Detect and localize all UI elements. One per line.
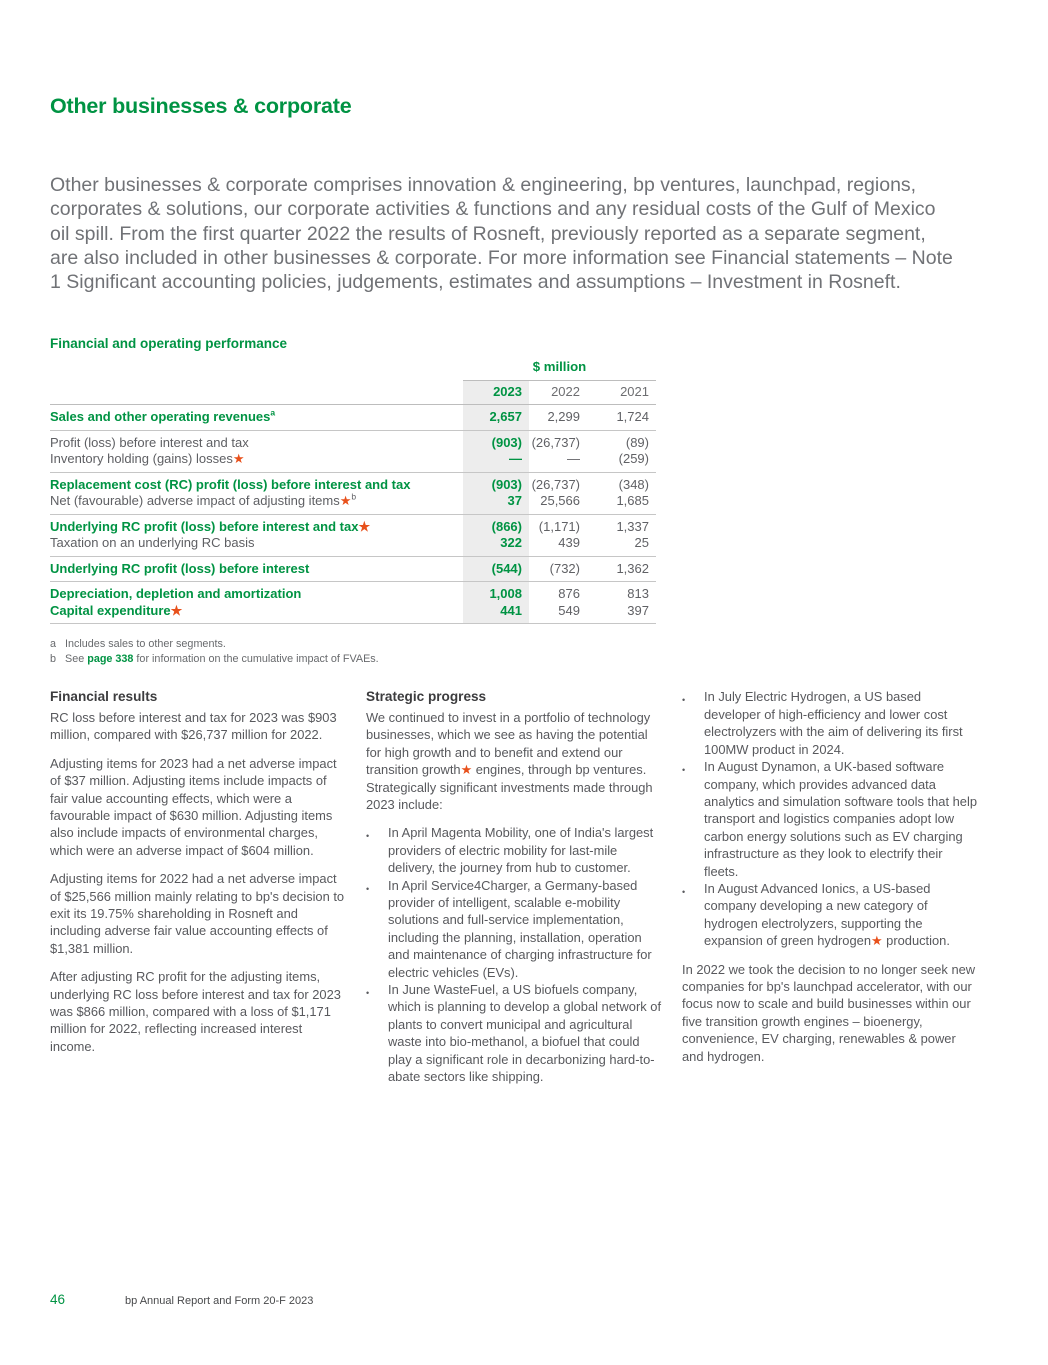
year-header-spacer	[50, 380, 463, 405]
table-row	[50, 514, 656, 535]
row-label: Replacement cost (RC) profit (loss) before interest and tax	[50, 476, 411, 492]
table-row	[50, 493, 656, 514]
cell-y2021: (348)	[618, 476, 649, 492]
cell-y2022: (1,171)	[538, 518, 580, 534]
star-icon: ★	[170, 602, 183, 618]
paragraph: Adjusting items for 2022 had a net adverse impact of $25,566 million mainly relating to bp's decision to exit its 19.75% shareholding in Rosneft and including adverse fair value accounting effects of $1,381 million.	[50, 871, 345, 956]
footnote-b	[50, 652, 980, 667]
unit-header-spacer	[50, 359, 463, 380]
list-item-text: In July Electric Hydrogen, a US based developer of high-efficiency and lower cost electrolyzers with the aim of delivering its first 100MW product in 2024.	[704, 689, 963, 757]
page-title: Other businesses & corporate	[50, 94, 352, 118]
bullet-icon: •	[682, 886, 686, 897]
table-row	[50, 556, 656, 582]
footnote-ref: b	[351, 492, 357, 503]
cell-y2023: —	[463, 451, 529, 472]
page-number: 46	[50, 1292, 66, 1307]
year-2023: 2023	[463, 380, 529, 405]
strategic-list-col2	[366, 824, 662, 1085]
cell-y2022: (732)	[529, 556, 587, 582]
three-column-section	[50, 688, 980, 1085]
table-row	[50, 451, 656, 472]
cell-y2022: 876	[558, 586, 580, 602]
footnote-text	[65, 652, 379, 667]
star-icon: ★	[871, 933, 883, 949]
footnote-ref: a	[270, 408, 276, 419]
bullet-icon: •	[682, 695, 686, 706]
row-label: Sales and other operating revenues$^a$	[50, 405, 463, 431]
cell-y2021: 25	[587, 535, 656, 556]
list-item	[366, 981, 662, 1085]
star-icon: ★	[358, 518, 371, 534]
year-2021: 2021	[587, 380, 656, 405]
strategic-list-col3	[682, 688, 978, 949]
row-label: Net (favourable) adverse impact of adjusting items★$^b$	[50, 493, 463, 514]
cell-y2022: (26,737)	[531, 434, 580, 450]
list-item-text: In April Magenta Mobility, one of India's largest providers of electric mobility for last-mile delivery, the journey from hub to customer.	[388, 825, 654, 876]
strategic-progress-intro: We continued to invest in a portfolio of technology businesses, which we see as having the potential for high growth and to benefit and extend our transition growth★ engines, through bp ventures. Strategically significant investments made through 2023 include:	[366, 709, 653, 812]
footer-report-title: bp Annual Report and Form 20-F 2023	[125, 1295, 314, 1307]
strategic-progress-column	[366, 688, 662, 1085]
bullet-icon: •	[682, 765, 686, 776]
list-item-text: In August Advanced Ionics, a US-based company developing a new category of hydrogen electrolyzers, supporting the expansion of green hydrogen★ production.	[704, 880, 950, 949]
footnote-marker: a	[50, 638, 57, 651]
paragraph: Adjusting items for 2023 had a net adverse impact of $37 million. Adjusting items include impacts of fair value accounting effects, which were a favourable impact of $630 million. Adjusting items also include impacts of environmental charges, which were an adverse impact of $604 million.	[50, 755, 337, 858]
list-item	[366, 877, 662, 981]
cell-y2022: 439	[529, 535, 587, 556]
row-label: Underlying RC profit (loss) before interest	[50, 556, 463, 582]
list-item-text: In June WasteFuel, a US biofuels company, which is planning to develop a global network of plants to convert municipal and agricultural waste into bio-methanol, a biofuel that could play a significant role in decarbonizing hard-to-abate sectors like shipping.	[388, 981, 662, 1085]
row-label: Inventory holding (gains) losses★	[50, 451, 463, 472]
list-item-text: In August Dynamon, a UK-based software company, which provides advanced data analytics and simulation software tools that help transport and logistics companies adopt low carbon energy solutions such as EV charging infrastructure as they look to electrify their fleets.	[704, 759, 978, 879]
cell-y2023: (903)	[463, 430, 529, 451]
footnote-marker: b	[50, 652, 57, 665]
unit-header-row	[50, 359, 656, 380]
row-label: Depreciation, depletion and amortization	[50, 586, 302, 602]
strategic-progress-continued-column	[682, 688, 978, 1085]
cell-y2023: (544)	[463, 556, 529, 582]
table-row	[50, 535, 656, 556]
footnote-text: Includes sales to other segments.	[65, 638, 226, 651]
table-row	[50, 472, 656, 493]
row-label: Underlying RC profit (loss) before interest and tax★	[50, 518, 371, 534]
footnote-text-before: See	[65, 652, 88, 665]
cell-y2022: 2,299	[529, 405, 587, 431]
table-row	[50, 582, 656, 603]
bullet-icon: •	[366, 883, 370, 894]
year-header-row	[50, 380, 656, 405]
cell-y2023: 37	[463, 493, 529, 514]
star-icon: ★	[232, 451, 245, 467]
star-icon: ★	[339, 493, 352, 509]
bullet-icon: •	[366, 987, 370, 998]
cell-y2023: 2,657	[463, 405, 529, 431]
list-item	[682, 758, 978, 880]
cell-y2023: 1,008	[463, 582, 529, 603]
footnote-text-after: for information on the cumulative impact of FVAEs.	[133, 652, 379, 665]
financial-table	[50, 359, 656, 624]
unit-label: $ million	[463, 359, 656, 380]
cell-y2023: 441	[463, 603, 529, 624]
footnote-a	[50, 637, 980, 652]
cell-y2021: (259)	[587, 451, 656, 472]
cell-y2023: (903)	[463, 472, 529, 493]
cell-y2021: 1,362	[587, 556, 656, 582]
cell-y2021: 813	[627, 586, 649, 602]
cell-y2021: 397	[587, 603, 656, 624]
table-row	[50, 603, 656, 624]
page-footer	[50, 1292, 313, 1307]
bullet-icon: •	[366, 831, 370, 842]
financial-table-body	[50, 405, 656, 624]
table-row	[50, 405, 656, 431]
financial-results-paragraphs	[50, 709, 346, 1055]
intro-paragraph: Other businesses & corporate comprises innovation & engineering, bp ventures, launchpad, regions, corporates & solutions, our corporate activities & functions and any residual costs of the Gulf of Mexico oil spill. From the first quarter 2022 the results of Rosneft, previously reported as a separate segment, are also included in other businesses & corporate. For more information see Financial statements – Note 1 Significant accounting policies, judgements, estimates and assumptions – Investment in Rosneft.	[50, 174, 953, 294]
cell-y2021: (89)	[625, 434, 649, 450]
section-heading: Financial and operating performance	[50, 336, 288, 352]
strategic-progress-heading: Strategic progress	[366, 689, 487, 705]
financial-results-heading: Financial results	[50, 689, 158, 705]
list-item	[682, 688, 978, 758]
table-row	[50, 430, 656, 451]
paragraph: After adjusting RC profit for the adjusting items, underlying RC loss before interest and tax for 2023 was $866 million, compared with a loss of $1,171 million for 2022, reflecting increased interest income.	[50, 969, 341, 1054]
list-item-text: In April Service4Charger, a Germany-based provider of intelligent, scalable e-mobility solutions and full-service implementation, including the planning, installation, operation and maintenance of charging infrastructure for electric vehicles (EVs).	[388, 877, 652, 980]
table-footnotes	[50, 637, 980, 666]
cell-y2021: 1,724	[587, 405, 656, 431]
launchpad-closing-paragraph: In 2022 we took the decision to no longer seek new companies for bp's launchpad accelerator, with our focus now to scale and build businesses within our five transition growth engines – bioenergy, convenience, EV charging, renewables & power and hydrogen.	[682, 961, 976, 1064]
list-item	[682, 880, 978, 950]
cell-y2023: (866)	[463, 514, 529, 535]
cell-y2023: 322	[463, 535, 529, 556]
cell-y2022: —	[529, 451, 587, 472]
paragraph: RC loss before interest and tax for 2023 was $903 million, compared with $26,737 million for 2022.	[50, 709, 337, 743]
year-2022: 2022	[529, 380, 587, 405]
cell-y2022: 549	[529, 603, 587, 624]
cell-y2022: (26,737)	[531, 476, 580, 492]
star-icon: ★	[460, 762, 473, 778]
page-338-link[interactable]: page 338	[87, 652, 134, 665]
cell-y2021: 1,337	[616, 518, 649, 534]
row-label: Profit (loss) before interest and tax	[50, 434, 249, 450]
cell-y2022: 25,566	[529, 493, 587, 514]
financial-results-column	[50, 688, 346, 1085]
list-item	[366, 824, 662, 876]
row-label: Taxation on an underlying RC basis	[50, 535, 463, 556]
row-label: Capital expenditure★	[50, 603, 463, 624]
cell-y2021: 1,685	[587, 493, 656, 514]
